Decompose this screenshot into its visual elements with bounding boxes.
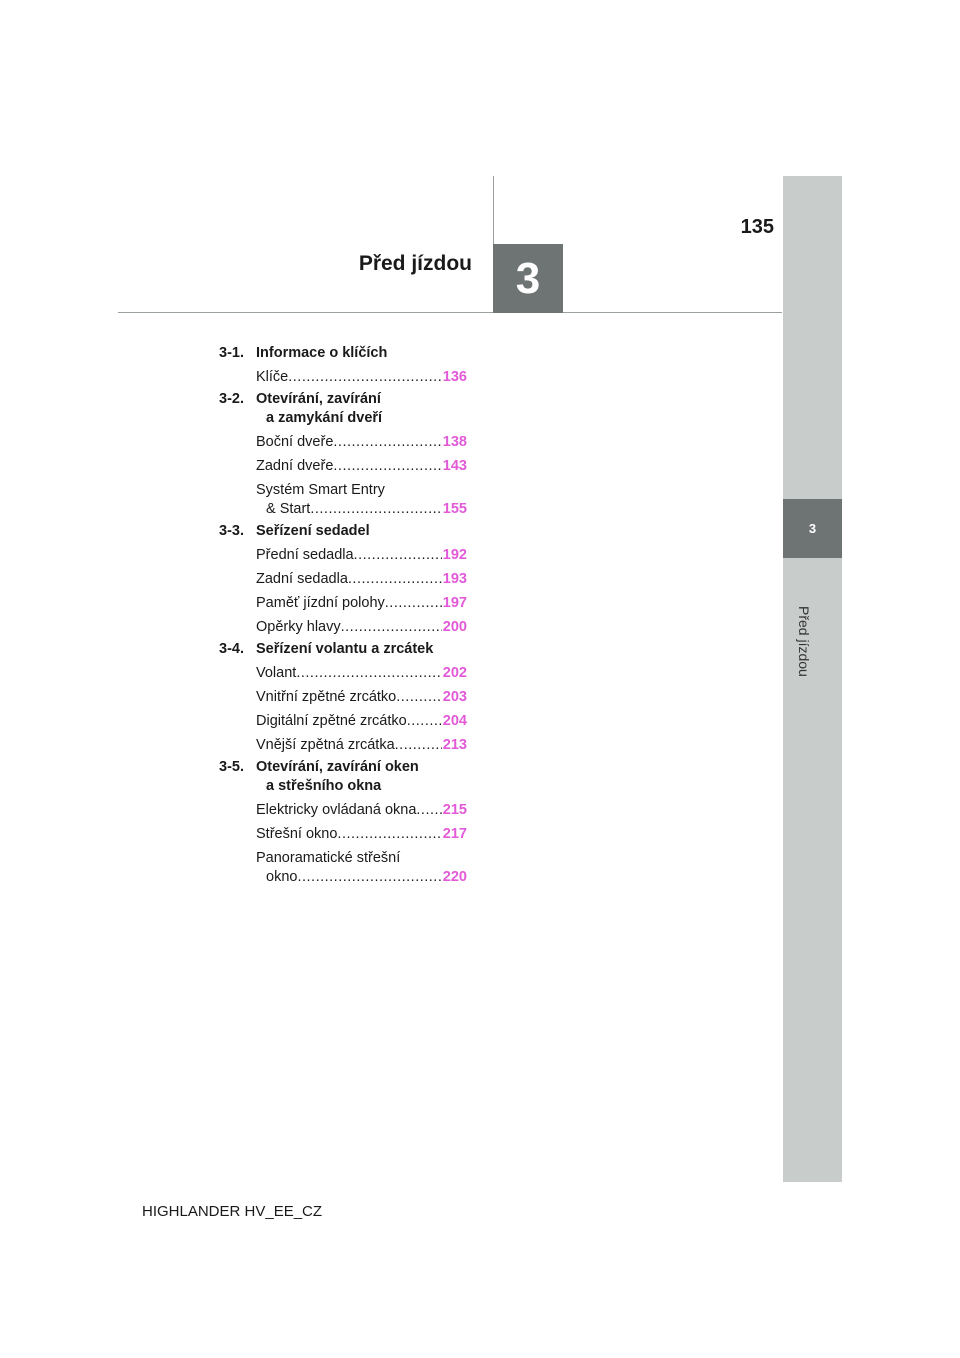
toc-entry[interactable] bbox=[256, 547, 467, 563]
section-title bbox=[256, 523, 467, 539]
entry-page-link[interactable]: 136 bbox=[442, 369, 467, 385]
entry-title: Opěrky hlavy bbox=[256, 619, 341, 635]
entry-title-line-2: okno bbox=[266, 869, 298, 885]
entry-page-link[interactable]: 155 bbox=[442, 501, 467, 517]
dot-leader bbox=[416, 802, 441, 818]
entry-title: Boční dveře bbox=[256, 434, 334, 450]
entry-title: Elektricky ovládaná okna bbox=[256, 802, 417, 818]
side-tab-number: 3 bbox=[808, 521, 817, 536]
section-number: 3-4. bbox=[219, 641, 244, 657]
dot-leader bbox=[296, 665, 441, 681]
section-number: 3-3. bbox=[219, 523, 244, 539]
entry-page-link[interactable]: 220 bbox=[442, 869, 467, 885]
entry-title: Paměť jízdní polohy bbox=[256, 595, 385, 611]
header-horizontal-rule bbox=[118, 312, 782, 313]
dot-leader bbox=[354, 547, 442, 563]
section-number: 3-1. bbox=[219, 345, 244, 361]
section-title-line: Informace o klíčích bbox=[256, 345, 388, 361]
dot-leader bbox=[385, 595, 442, 611]
toc-entry[interactable] bbox=[256, 826, 467, 842]
entry-title: Zadní dveře bbox=[256, 458, 334, 474]
toc-entry[interactable] bbox=[256, 434, 467, 450]
dot-leader bbox=[310, 501, 441, 517]
side-tab-strip bbox=[783, 176, 842, 1182]
section-number: 3-2. bbox=[219, 391, 244, 407]
entry-title: Systém Smart Entry bbox=[256, 482, 385, 498]
dot-leader bbox=[396, 689, 442, 705]
toc-entry[interactable] bbox=[256, 458, 467, 474]
toc-entry[interactable] bbox=[256, 689, 467, 705]
entry-page-link[interactable]: 215 bbox=[442, 802, 467, 818]
toc-entry[interactable] bbox=[256, 850, 467, 885]
chapter-title: Před jízdou bbox=[358, 252, 472, 275]
side-chapter-tab[interactable] bbox=[783, 499, 842, 558]
entry-page-link[interactable]: 193 bbox=[442, 571, 467, 587]
toc-entry[interactable] bbox=[256, 619, 467, 635]
toc-section-3-5[interactable] bbox=[219, 759, 467, 794]
section-title-line-2: a zamykání dveří bbox=[266, 410, 383, 426]
section-title-line-2: a střešního okna bbox=[266, 778, 382, 794]
dot-leader bbox=[407, 713, 442, 729]
entry-title: Zadní sedadla bbox=[256, 571, 348, 587]
toc-section-3-1[interactable] bbox=[219, 345, 467, 361]
chapter-number: 3 bbox=[515, 253, 541, 303]
toc-entry[interactable] bbox=[256, 713, 467, 729]
section-title bbox=[256, 641, 467, 657]
entry-page-link[interactable]: 200 bbox=[442, 619, 467, 635]
table-of-contents bbox=[219, 345, 467, 885]
footer-model-code: HIGHLANDER HV_EE_CZ bbox=[142, 1203, 323, 1220]
entry-page-link[interactable]: 192 bbox=[442, 547, 467, 563]
toc-section-3-2[interactable] bbox=[219, 391, 467, 426]
entry-title-line-2: & Start bbox=[266, 501, 311, 517]
toc-entry[interactable] bbox=[256, 482, 467, 517]
entry-page-link[interactable]: 202 bbox=[442, 665, 467, 681]
section-number: 3-5. bbox=[219, 759, 244, 775]
entry-title: Panoramatické střešní bbox=[256, 850, 401, 866]
section-title-line: Otevírání, zavírání bbox=[256, 391, 381, 407]
toc-section-3-4[interactable] bbox=[219, 641, 467, 657]
entry-page-link[interactable]: 204 bbox=[442, 713, 467, 729]
entry-title: Střešní okno bbox=[256, 826, 338, 842]
toc-entry[interactable] bbox=[256, 595, 467, 611]
entry-page-link[interactable]: 138 bbox=[442, 434, 467, 450]
toc-entry[interactable] bbox=[256, 737, 467, 753]
entry-page-link[interactable]: 217 bbox=[442, 826, 467, 842]
section-title bbox=[256, 391, 467, 426]
toc-entry[interactable] bbox=[256, 665, 467, 681]
entry-page-link[interactable]: 143 bbox=[442, 458, 467, 474]
dot-leader bbox=[348, 571, 442, 587]
section-title-line: Seřízení volantu a zrcátek bbox=[256, 641, 434, 657]
dot-leader bbox=[288, 369, 442, 385]
toc-entry[interactable] bbox=[256, 802, 467, 818]
dot-leader bbox=[333, 458, 441, 474]
dot-leader bbox=[297, 869, 441, 885]
header-vertical-rule bbox=[493, 176, 494, 246]
entry-page-link[interactable]: 197 bbox=[442, 595, 467, 611]
entry-page-link[interactable]: 213 bbox=[442, 737, 467, 753]
dot-leader bbox=[333, 434, 441, 450]
entry-title: Digitální zpětné zrcátko bbox=[256, 713, 407, 729]
section-title-line: Otevírání, zavírání oken bbox=[256, 759, 419, 775]
toc-entry[interactable] bbox=[256, 369, 467, 385]
chapter-number-box bbox=[493, 244, 563, 313]
page-number: 135 bbox=[740, 216, 774, 238]
dot-leader bbox=[395, 737, 442, 753]
entry-title: Volant bbox=[256, 665, 297, 681]
dot-leader bbox=[337, 826, 441, 842]
entry-title: Klíče bbox=[256, 369, 289, 385]
section-title-line: Seřízení sedadel bbox=[256, 523, 370, 539]
entry-page-link[interactable]: 203 bbox=[442, 689, 467, 705]
dot-leader bbox=[341, 619, 442, 635]
entry-title: Vnější zpětná zrcátka bbox=[256, 737, 395, 753]
entry-title: Vnitřní zpětné zrcátko bbox=[256, 689, 397, 705]
entry-title: Přední sedadla bbox=[256, 547, 354, 563]
toc-section-3-3[interactable] bbox=[219, 523, 467, 539]
section-title bbox=[256, 345, 467, 361]
side-tab-label: Před jízdou bbox=[796, 606, 812, 677]
section-title bbox=[256, 759, 467, 794]
toc-entry[interactable] bbox=[256, 571, 467, 587]
